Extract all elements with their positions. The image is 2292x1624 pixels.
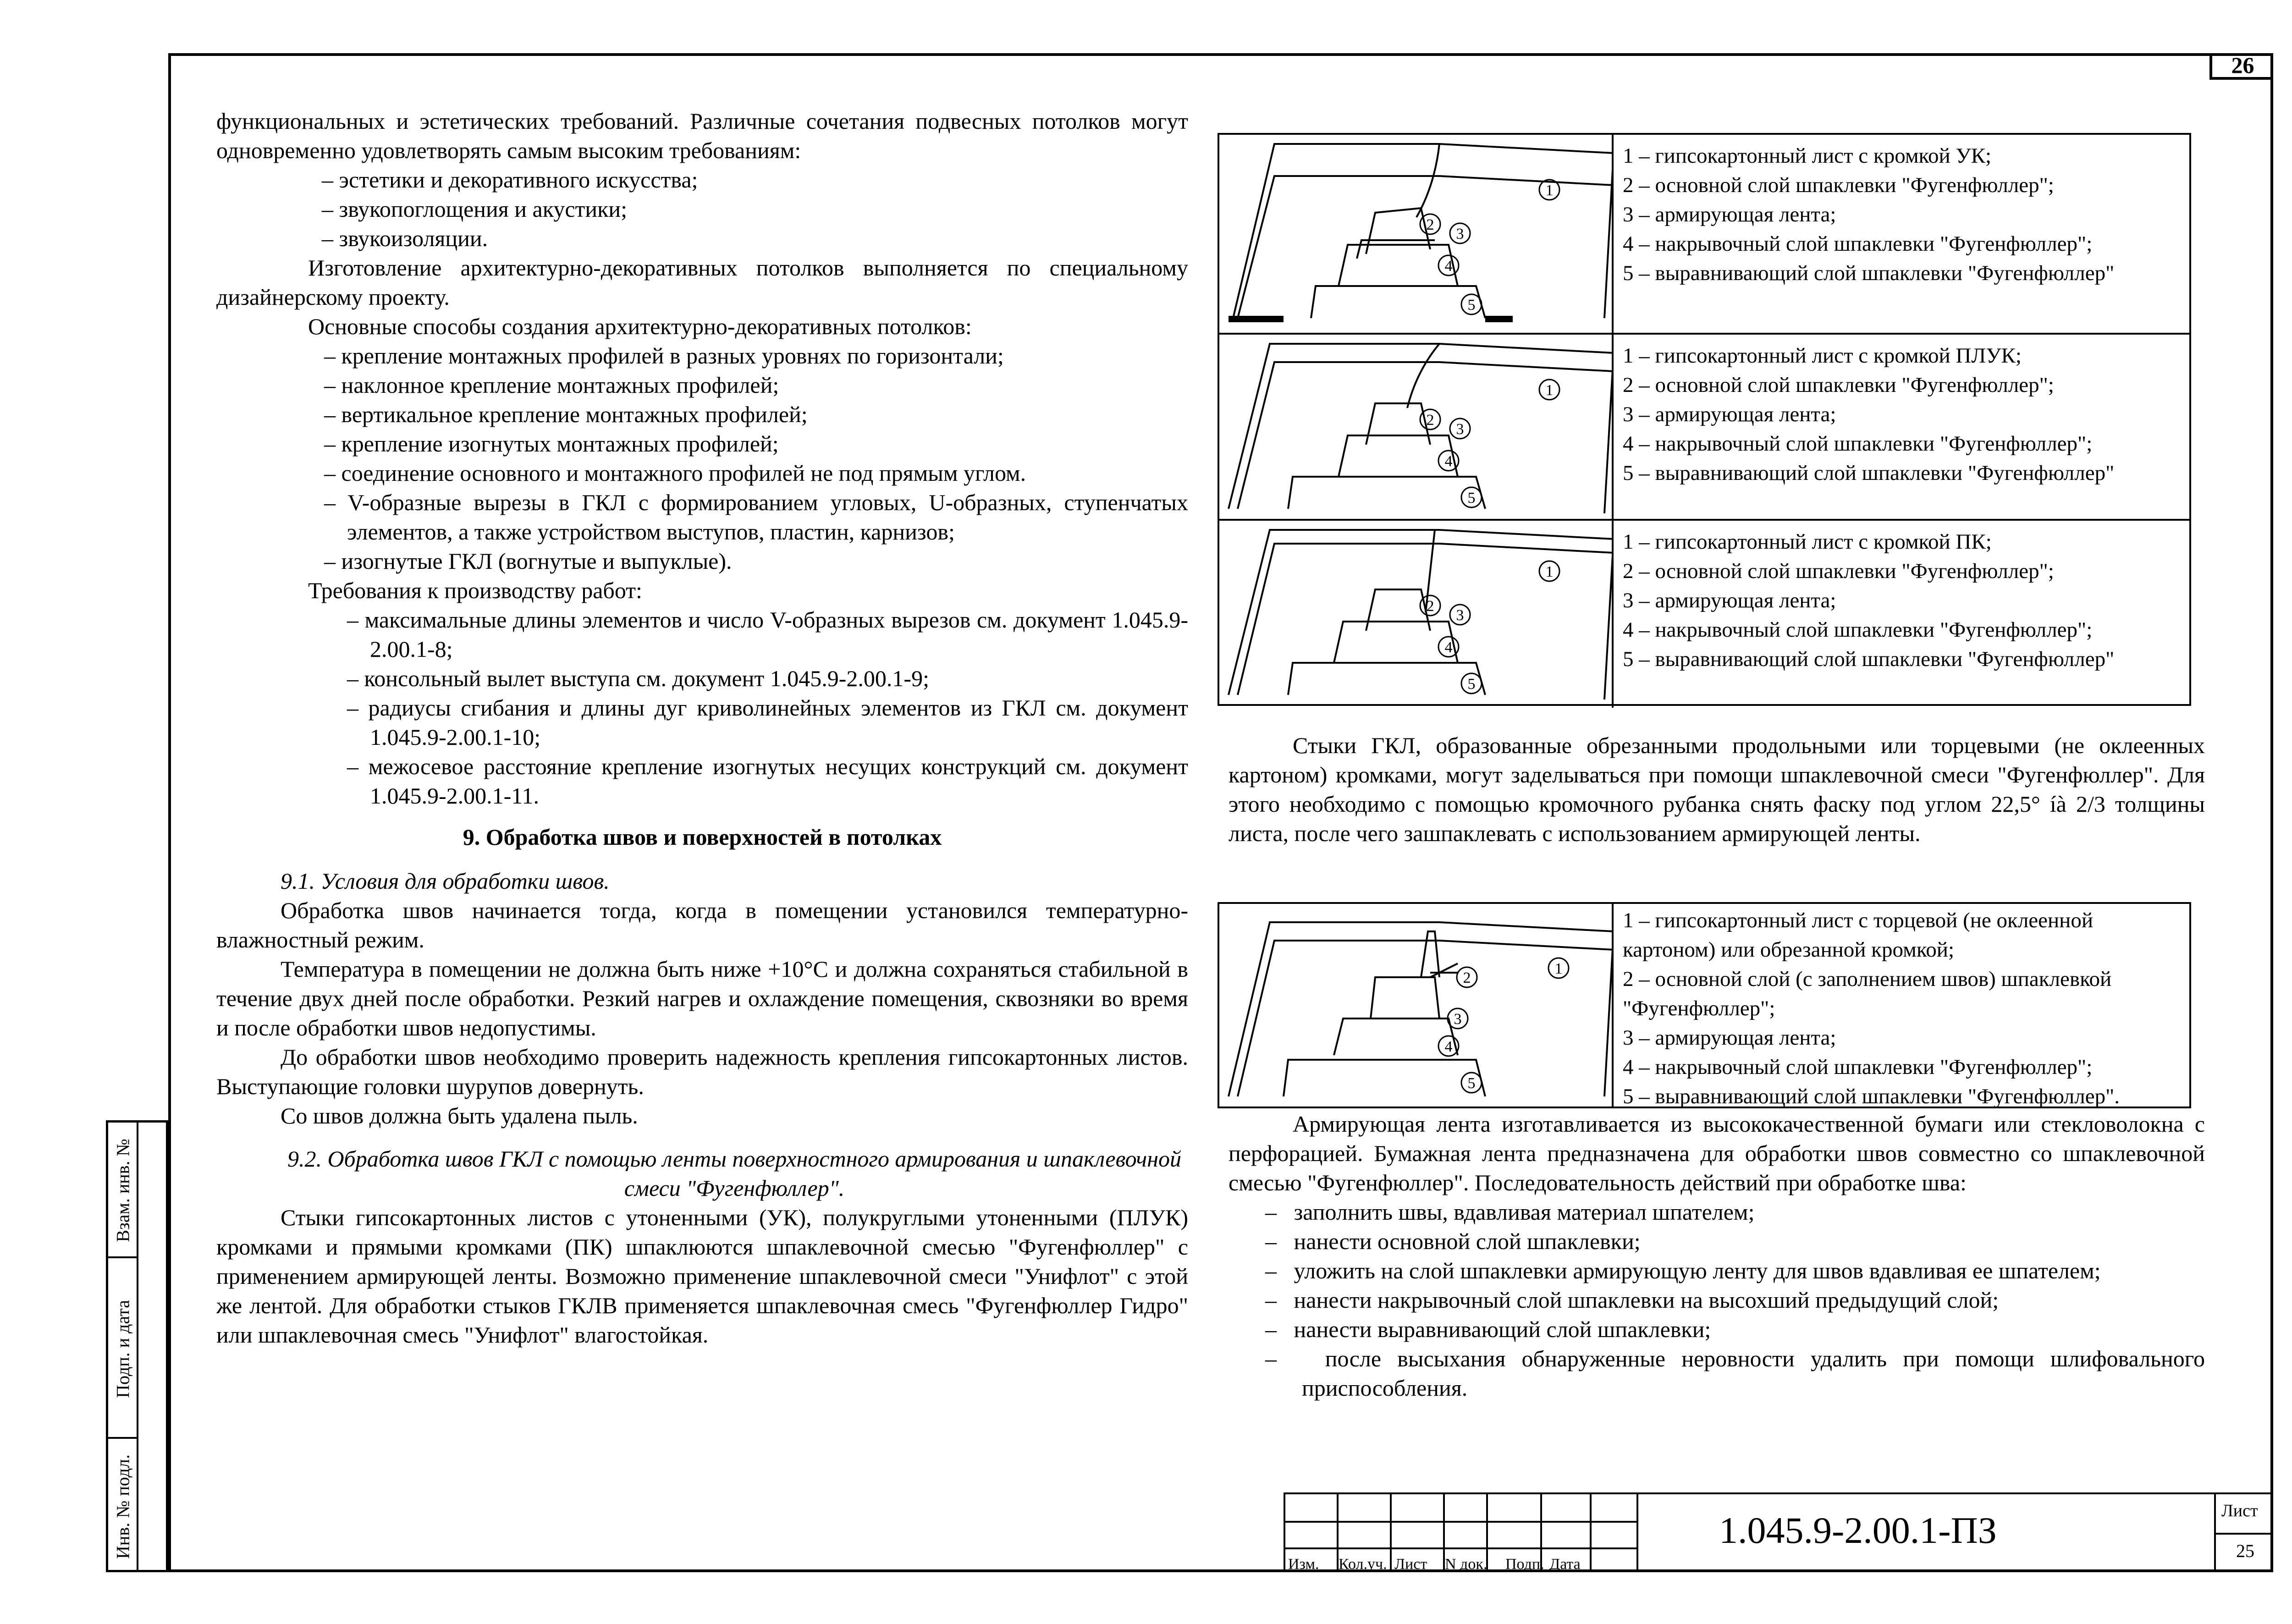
figure-label-2: 2 bbox=[1426, 412, 1434, 429]
list-item: – нанести основной слой шпаклевки; bbox=[1265, 1228, 1641, 1254]
left-column bbox=[216, 106, 1188, 1349]
figure-label-5: 5 bbox=[1467, 676, 1476, 693]
section-heading: 9. Обработка швов и поверхностей в потолках bbox=[463, 824, 942, 850]
figure-label-1: 1 bbox=[1554, 960, 1563, 977]
left-p4: Требования к производству работ: bbox=[308, 578, 642, 603]
list-item: – крепление монтажных профилей в разных уровнях по горизонтали; bbox=[324, 343, 1004, 369]
subsection-9-2: 9.2. Обработка швов ГКЛ с помощью ленты поверхностного армирования и шпаклевочной смеси "Фугенфюллер". bbox=[287, 1146, 1182, 1201]
list-item: – вертикальное крепление монтажных профилей; bbox=[324, 402, 808, 427]
list-item: – наклонное крепление монтажных профилей; bbox=[324, 372, 779, 398]
legend-uk: 1 – гипсокартонный лист с кромкой УК; 2 – основной слой шпаклевки "Фугенфюллер"; 3 – армирующая лента; 4 – накрывочный слой шпаклевки "Фугенфюллер"; 5 – выравнивающий слой шпаклевки "Фугенфюллер" bbox=[1623, 144, 2115, 285]
sidebar-inv-podl: Инв. № подл. bbox=[112, 1454, 133, 1559]
figure-label-3: 3 bbox=[1454, 1011, 1462, 1028]
sidebar-podp-data: Подп. и дата bbox=[112, 1300, 133, 1398]
right-text-lower bbox=[1229, 1109, 2205, 1403]
left-p2: Изготовление архитектурно-декоративных потолков выполняется по специальному дизайнерскому проекту. bbox=[216, 255, 1188, 310]
figure-label-3: 3 bbox=[1456, 607, 1464, 624]
stamp-kol-uch: Кол.уч. bbox=[1339, 1556, 1387, 1573]
legend-pk: 1 – гипсокартонный лист с кромкой ПК; 2 – основной слой шпаклевки "Фугенфюллер"; 3 – армирующая лента; 4 – накрывочный слой шпаклевки "Фугенфюллер"; 5 – выравнивающий слой шпаклевки "Фугенфюллер" bbox=[1623, 530, 2115, 671]
figure-label-2: 2 bbox=[1426, 598, 1434, 615]
legend-pluk: 1 – гипсокартонный лист с кромкой ПЛУК; 2 – основной слой шпаклевки "Фугенфюллер"; 3 – армирующая лента; 4 – накрывочный слой шпаклевки "Фугенфюллер"; 5 – выравнивающий слой шпаклевки "Фугенфюллер" bbox=[1623, 344, 2115, 485]
list-aesthetics bbox=[216, 165, 1188, 253]
figure-label-5: 5 bbox=[1467, 297, 1476, 314]
figure-label-3: 3 bbox=[1456, 421, 1464, 438]
list-item: – крепление изогнутых монтажных профилей; bbox=[324, 431, 779, 457]
list-item: – нанести накрывочный слой шпаклевки на высохший предыдущий слой; bbox=[1265, 1287, 1999, 1313]
list-item: – радиусы сгибания и длины дуг криволинейных элементов из ГКЛ см. документ 1.045.9-2.00.1-10; bbox=[347, 695, 1188, 750]
list-steps bbox=[1229, 1197, 2205, 1403]
figure-label-2: 2 bbox=[1463, 969, 1471, 986]
sidebar-inv-zam: Взам. инв. № bbox=[112, 1139, 133, 1242]
stamp-izm: Изм. bbox=[1288, 1556, 1319, 1573]
figure-label-4: 4 bbox=[1444, 453, 1453, 470]
left-p7: До обработки швов необходимо проверить надежность крепления гипсокартонных листов. Выступающие головки шурупов довернуть. bbox=[216, 1044, 1188, 1099]
sheet-label: Лист bbox=[2221, 1501, 2258, 1520]
joint-diagram-pk bbox=[1219, 521, 1614, 708]
list-item: – межосевое расстояние крепление изогнутых несущих конструкций см. документ 1.045.9-2.00.1-11. bbox=[347, 754, 1189, 809]
figure-label-5: 5 bbox=[1467, 1075, 1476, 1092]
list-item: – консольный вылет выступа см. документ 1.045.9-2.00.1-9; bbox=[347, 666, 929, 691]
list-methods bbox=[216, 341, 1188, 576]
list-requirements bbox=[216, 605, 1188, 810]
figure-label-1: 1 bbox=[1545, 382, 1554, 399]
list-item: – после высыхания обнаруженные неровности удалить при помощи шлифовального приспособления. bbox=[1265, 1346, 2205, 1401]
list-item: – V-образные вырезы в ГКЛ с формированием угловых, U-образных, ступенчатых элементов, а также устройством выступов, пластин, карнизов; bbox=[324, 490, 1188, 545]
stamp-data: Дата bbox=[1549, 1556, 1581, 1573]
figure-label-3: 3 bbox=[1456, 226, 1464, 242]
list-item: – максимальные длины элементов и число V-образных вырезов см. документ 1.045.9-2.00.1-8; bbox=[347, 607, 1189, 662]
left-p8: Со швов должна быть удалена пыль. bbox=[281, 1103, 638, 1129]
figure-label-1: 1 bbox=[1545, 563, 1554, 580]
figure-label-4: 4 bbox=[1444, 258, 1453, 275]
list-item: – уложить на слой шпаклевки армирующую ленту для швов вдавливая ее шпателем; bbox=[1265, 1258, 2101, 1283]
figure-label-2: 2 bbox=[1426, 216, 1434, 233]
list-item: – заполнить швы, вдавливая материал шпателем; bbox=[1265, 1199, 1755, 1225]
list-item: – звукоизоляции. bbox=[322, 226, 488, 251]
legend-cut-edge: 1 – гипсокартонный лист с торцевой (не оклеенной картоном) или обрезанной кромкой; 2 – основной слой (с заполнением швов) шпаклевкой "Фугенфюллер"; 3 – армирующая лента; 4 – накрывочный слой шпаклевки "Фугенфюллер"; 5 – выравнивающий слой шпаклевки "Фугенфюллер". bbox=[1623, 908, 2120, 1108]
stamp-n-dok: N док. bbox=[1445, 1556, 1488, 1573]
left-p1: функциональных и эстетических требований. Различные сочетания подвесных потолков могут одновременно удовлетворять самым высоким требованиям: bbox=[216, 108, 1188, 163]
figure-label-5: 5 bbox=[1467, 490, 1476, 506]
list-item: – соединение основного и монтажного профилей не под прямым углом. bbox=[324, 460, 1026, 486]
table-row bbox=[1219, 521, 2189, 708]
joint-diagram-table bbox=[1218, 133, 2191, 706]
table-row bbox=[1219, 135, 2189, 335]
right-p2: Армирующая лента изготавливается из высококачественной бумаги или стекловолокна с перфорацией. Бумажная лента предназначена для обработки швов совместно со шпаклевочной смесью "Фугенфюллер". Последовательность действий при обработке шва: bbox=[1229, 1111, 2205, 1195]
list-item: – звукопоглощения и акустики; bbox=[322, 196, 628, 222]
joint-diagram-cut-edge bbox=[1219, 904, 1614, 1107]
left-p9: Стыки гипсокартонных листов с утоненными (УК), полукруглыми утоненными (ПЛУК) кромками и прямыми кромками (ПК) шпаклюются шпаклевочной смесью "Фугенфюллер" с применением армирующей ленты. Возможно применение шпаклевочной смеси "Унифлот" с этой же лентой. Для обработки стыков ГКЛВ применяется шпаклевочная смесь "Фугенфюллер Гидро" или шпаклевочная смесь "Унифлот" влагостойкая. bbox=[216, 1205, 1188, 1348]
figure-label-1: 1 bbox=[1545, 182, 1554, 199]
list-item: – изогнутые ГКЛ (вогнутые и выпуклые). bbox=[324, 548, 732, 574]
stamp-podp: Подп. bbox=[1505, 1556, 1544, 1573]
joint-diagram-uk bbox=[1219, 135, 1614, 333]
left-p3: Основные способы создания архитектурно-декоративных потолков: bbox=[308, 314, 972, 339]
table-row bbox=[1219, 335, 2189, 521]
list-item: – эстетики и декоративного искусства; bbox=[322, 167, 698, 193]
left-p6: Температура в помещении не должна быть ниже +10°С и должна сохраняться стабильной в течение двух дней после обработки. Резкий нагрев и охлаждение помещения, сквозняки во время и после обработки швов недопустимы. bbox=[216, 956, 1188, 1040]
sidebar-stamp bbox=[106, 1120, 168, 1572]
document-code: 1.045.9-2.00.1-ПЗ bbox=[1719, 1509, 1997, 1551]
figure-label-4: 4 bbox=[1444, 1038, 1453, 1055]
left-p5: Обработка швов начинается тогда, когда в помещении установился температурно-влажностный режим. bbox=[216, 897, 1188, 952]
right-p1: Стыки ГКЛ, образованные обрезанными продольными или торцевыми (не оклеенных картоном) кромками, могут заделываться при помощи шпаклевочной смеси "Фугенфюллер". Для этого необходимо с помощью кромочного рубанка снять фаску под углом 22,5° íà 2/3 толщины листа, после чего зашпаклевать с использованием армирующей ленты. bbox=[1229, 732, 2205, 846]
sheet-number: 25 bbox=[2236, 1541, 2254, 1561]
page-number-top: 26 bbox=[2209, 53, 2273, 80]
list-item: – нанести выравнивающий слой шпаклевки; bbox=[1265, 1316, 1711, 1342]
figure-label-4: 4 bbox=[1444, 639, 1453, 656]
subsection-9-1: 9.1. Условия для обработки швов. bbox=[281, 868, 610, 894]
stamp-list: Лист bbox=[1394, 1556, 1427, 1573]
title-block bbox=[1284, 1492, 2273, 1572]
cut-edge-diagram-table bbox=[1218, 902, 2191, 1108]
joint-diagram-pluk bbox=[1219, 335, 1614, 519]
